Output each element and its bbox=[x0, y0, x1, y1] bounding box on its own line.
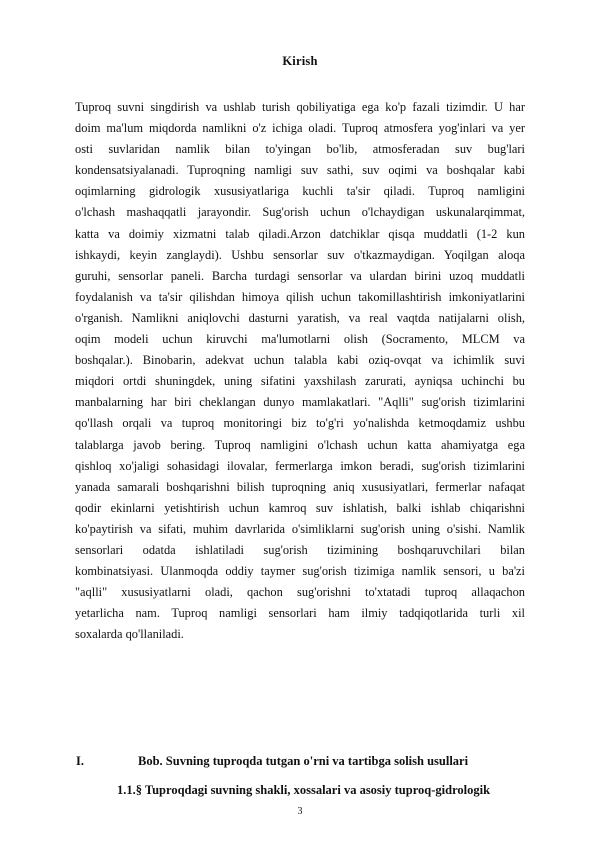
paragraph-line: doim ma'lum miqdorda namlikni o'z ichiga oladi. Tuproq atmosfera yog'inlari va yer bbox=[75, 121, 525, 136]
paragraph-line: katta va doimiy xizmatni talab qiladi.Arzon datchiklar qisqa muddatli (1-2 kun bbox=[75, 226, 525, 241]
paragraph-line: kombinatsiyasi. Ulanmoqda oddiy taymer sug'orish tizimiga namlik sensori, u ba'zi bbox=[75, 564, 525, 579]
paragraph-line: Tuproq suvni singdirish va ushlab turish qobiliyatiga ega ko'p fazali tizimdir. U har bbox=[75, 100, 525, 114]
paragraph-line: qo'llash orqali va tuproq monitoringi biz to'g'ri yo'nalishda ketmoqdamiz ushbu bbox=[75, 416, 525, 431]
body-paragraph bbox=[75, 97, 525, 645]
paragraph-line: "aqlli" xususiyatlarni oladi, qachon sug'orishni to'xtatadi tuproq allaqachon bbox=[75, 585, 525, 600]
paragraph-line: qodir ekinlarni yetishtirish uchun kamroq suv ishlatish, balki ishlab chiqarishni bbox=[75, 500, 525, 515]
paragraph-line: talablarga javob bering. Tuproq namligini o'lchash uchun katta ahamiyatga ega bbox=[75, 437, 525, 452]
chapter-title: Bob. Suvning tuproqda tutgan o'rni va tartibga solish usullari bbox=[138, 754, 469, 768]
paragraph-line: soxalarda qo'llaniladi. bbox=[75, 627, 184, 642]
paragraph-line: yetarlicha nam. Tuproq namligi sensorlari ham ilmiy tadqiqotlarida turli xil bbox=[75, 606, 525, 621]
page-title: Kirish bbox=[282, 54, 318, 68]
paragraph-line: boshqalar.). Binobarin, adekvat uchun talabla kabi oziq-ovqat va ichimlik suvi bbox=[75, 353, 525, 368]
paragraph-line: sensorlari odatda ishlatiladi sug'orish tizimining boshqaruvchilari bilan bbox=[75, 542, 525, 557]
paragraph-line: foydalanish va ta'sir qilishdan himoya qilish uchun takomillashtirish imkoniyatlarini bbox=[75, 289, 525, 304]
paragraph-line: guruhi, sensorlar paneli. Barcha turdagi sensorlar va ulardan birini uzoq muddatli bbox=[75, 268, 525, 283]
paragraph-line: miqdori ortdi shuningdek, uning sifatini yaxshilash zarurati, ayniqsa uchinchi bu bbox=[75, 374, 525, 389]
paragraph-line: qishloq xo'jaligi sohasidagi ilovalar, fermerlarga imkon beradi, sug'orish tizimlarini bbox=[75, 458, 525, 473]
paragraph-line: ko'paytirish va sifati, muhim davrlarida o'simliklarni sug'orish uning o'sishi. Namlik bbox=[75, 521, 525, 536]
paragraph-line: oqim modeli uchun kiruvchi ma'lumotlarni olish (Socramento, MLCM va bbox=[75, 332, 525, 347]
chapter-number: I. bbox=[76, 754, 84, 768]
page-number: 3 bbox=[297, 806, 303, 817]
paragraph-line: oqimlarning gidrologik xususiyatlariga kuchli ta'sir qiladi. Tuproq namligini bbox=[75, 184, 525, 199]
chapter-heading bbox=[76, 751, 526, 771]
paragraph-line: yanada samarali boshqarishni bilish tuproqning aniq xususiyatlari, fermerlar nafaqat bbox=[75, 479, 525, 494]
paragraph-line: manbalarning har biri cheklangan dunyo mamlakatlari. "Aqlli" sug'orish tizimlarini bbox=[75, 395, 525, 410]
paragraph-line: o'lchash mashaqqatli jarayondir. Sug'orish uchun o'lchaydigan uskunalarqimmat, bbox=[75, 205, 525, 220]
paragraph-line: kondensatsiyalanadi. Tuproqning namligi suv sathi, suv oqimi va boshqalar kabi bbox=[75, 163, 525, 178]
paragraph-line: osti suvlaridan namlik bilan to'yingan bo'lib, atmosferadan suv bug'lari bbox=[75, 142, 525, 157]
paragraph-line: ishkaydi, keyin zanglaydi). Ushbu sensorlar suv o'tkazmaydigan. Yoqilgan aloqa bbox=[75, 247, 525, 262]
paragraph-line: o'rganish. Namlikni aniqlovchi dasturni yaratish, va real vaqtda natijalarni olish, bbox=[75, 310, 525, 325]
section-heading: 1.1.§ Tuproqdagi suvning shakli, xossalari va asosiy tuproq-gidrologik bbox=[117, 783, 491, 797]
